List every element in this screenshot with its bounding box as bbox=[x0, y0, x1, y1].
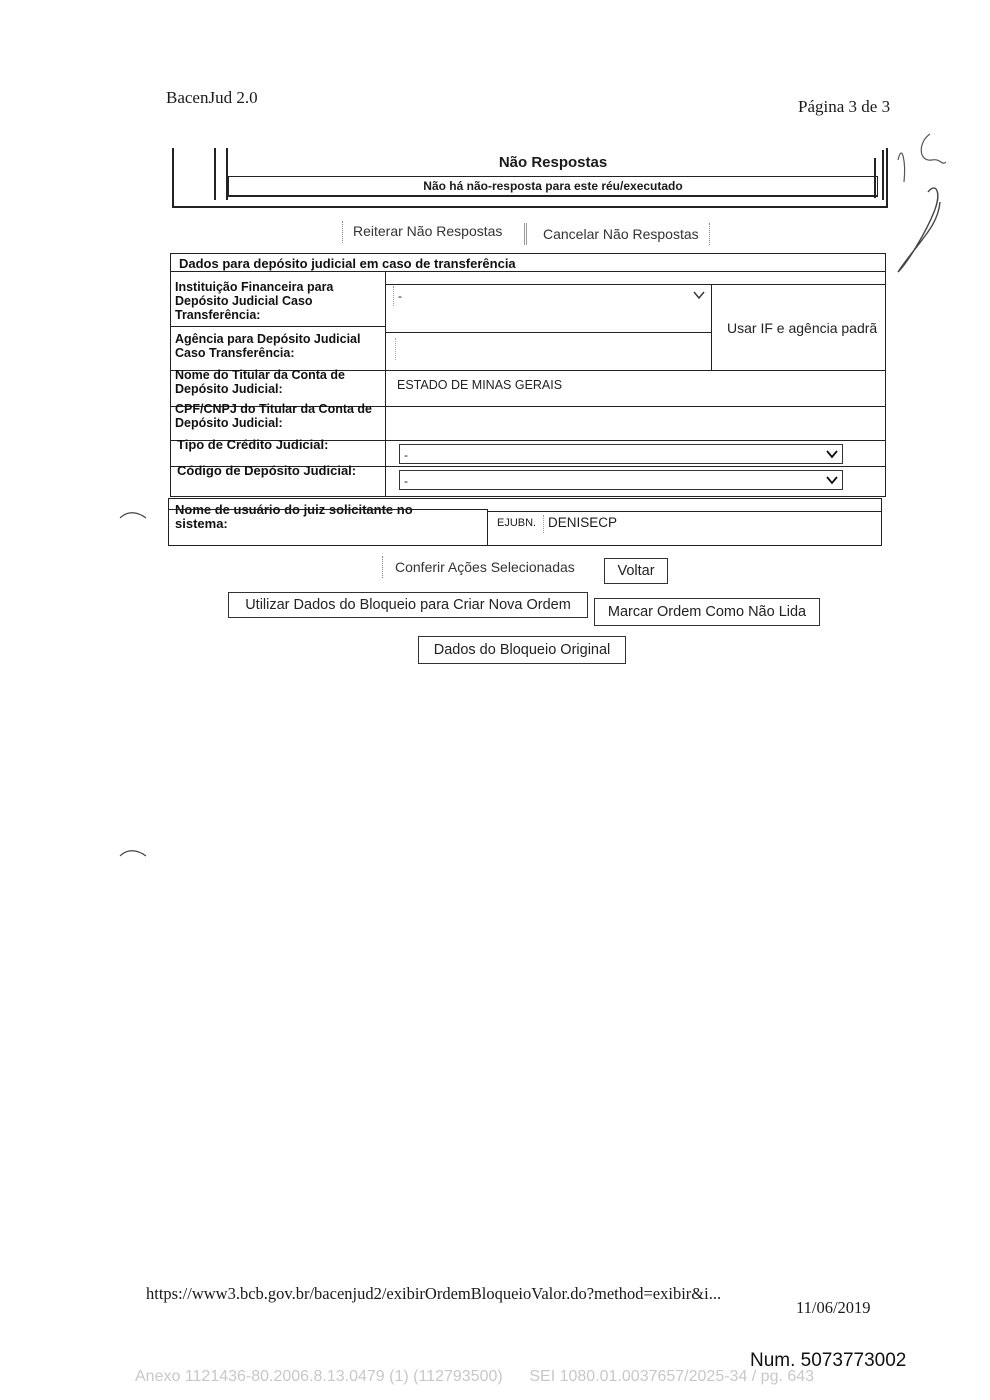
titular-value: ESTADO DE MINAS GERAIS bbox=[397, 378, 563, 392]
nao-respostas-message: Não há não-resposta para este réu/executado bbox=[228, 176, 878, 197]
marcar-nao-lida-button[interactable]: Marcar Ordem Como Não Lida bbox=[594, 598, 820, 626]
chevron-down-icon bbox=[825, 447, 839, 461]
column-divider bbox=[385, 272, 386, 370]
row-divider bbox=[169, 509, 487, 510]
cpf-input[interactable] bbox=[397, 412, 867, 432]
agencia-label: Agência para Depósito Judicial Caso Transferência: bbox=[175, 332, 361, 360]
dados-bloqueio-original-button[interactable]: Dados do Bloqueio Original bbox=[418, 636, 626, 664]
column-divider bbox=[487, 509, 488, 545]
conferir-acoes-button[interactable]: Conferir Ações Selecionadas bbox=[382, 556, 575, 578]
chevron-down-icon bbox=[692, 288, 706, 302]
row-divider bbox=[385, 284, 885, 285]
instituicao-select-value: - bbox=[398, 289, 402, 303]
cpf-label: CPF/CNPJ do Titular da Conta de Depósito Judicial: bbox=[175, 402, 373, 430]
tipo-credito-label: Tipo de Crédito Judicial: bbox=[177, 437, 329, 452]
reiterar-nao-respostas-button[interactable]: Reiterar Não Respostas bbox=[342, 221, 502, 243]
deposito-table bbox=[170, 253, 886, 497]
codigo-deposito-select-value: - bbox=[404, 474, 408, 488]
usuario-prefix: EJUBN. bbox=[497, 517, 537, 529]
usar-if-agencia-padrao-button[interactable]: Usar IF e agência padrã bbox=[727, 320, 878, 336]
codigo-deposito-label: Código de Depósito Judicial: bbox=[177, 463, 357, 478]
tipo-credito-select-value: - bbox=[404, 448, 408, 462]
handwritten-signature bbox=[888, 122, 968, 282]
annex-watermark: Anexo 1121436-80.2006.8.13.0479 (1) (112793500) SEI 1080.01.0037657/2025-34 / pg. 643 bbox=[135, 1368, 815, 1385]
row-divider bbox=[385, 332, 711, 333]
margin-mark bbox=[118, 508, 148, 522]
document-number: Num. 5073773002 bbox=[750, 1350, 907, 1371]
usuario-juiz-label: Nome de usuário do juiz solicitante no sistema: bbox=[175, 502, 413, 531]
page-indicator: Página 3 de 3 bbox=[798, 97, 891, 116]
tipo-credito-select[interactable] bbox=[399, 444, 843, 464]
frame-divider bbox=[882, 150, 884, 200]
row-divider bbox=[171, 326, 385, 327]
app-title: BacenJud 2.0 bbox=[166, 88, 258, 107]
codigo-deposito-select[interactable] bbox=[399, 470, 843, 490]
titular-label: Nome do Titular da Conta de Depósito Judicial: bbox=[175, 368, 345, 396]
utilizar-dados-bloqueio-button[interactable]: Utilizar Dados do Bloqueio para Criar Nova Ordem bbox=[228, 592, 588, 618]
cancelar-nao-respostas-button[interactable]: Cancelar Não Respostas bbox=[524, 223, 710, 245]
frame-divider bbox=[214, 148, 216, 200]
footer-date: 11/06/2019 bbox=[796, 1298, 871, 1317]
row-divider bbox=[487, 511, 881, 512]
footer-url: https://www3.bcb.gov.br/bacenjud2/exibirOrdemBloqueioValor.do?method=exibir&i... bbox=[146, 1284, 722, 1303]
deposito-section-title: Dados para depósito judicial em caso de transferência bbox=[171, 254, 885, 272]
instituicao-select[interactable] bbox=[393, 286, 709, 306]
chevron-down-icon bbox=[825, 473, 839, 487]
column-divider bbox=[711, 284, 712, 370]
margin-mark bbox=[118, 846, 148, 860]
usuario-juiz-box bbox=[168, 498, 882, 546]
voltar-button[interactable]: Voltar bbox=[604, 558, 668, 584]
usuario-input[interactable]: DENISECP bbox=[543, 515, 818, 533]
agencia-input[interactable] bbox=[395, 338, 556, 360]
instituicao-label: Instituição Financeira para Depósito Judicial Caso Transferência: bbox=[175, 280, 334, 322]
nao-respostas-title: Não Respostas bbox=[498, 154, 608, 171]
